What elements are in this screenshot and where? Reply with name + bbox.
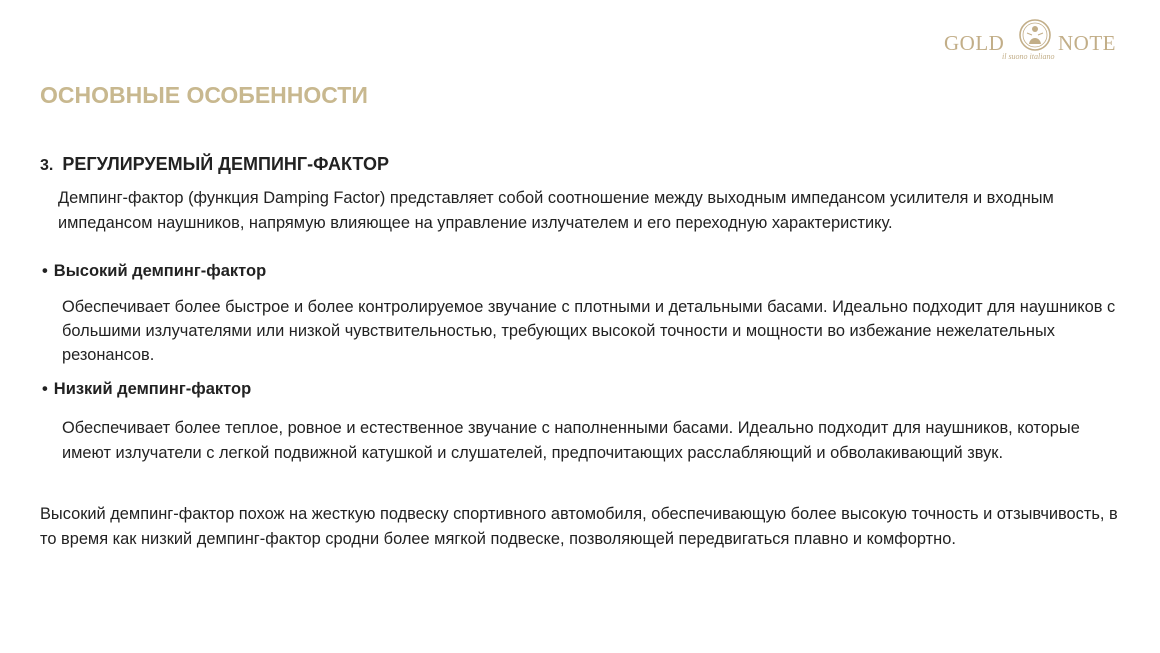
section-intro-text: Демпинг-фактор (функция Damping Factor) представляет собой соотношение между выходным импедансом усилителя и входным импедансом наушников, напрямую влияющее на управление излучателем и его переходную характеристику. <box>58 189 1054 232</box>
bullet-low-damping-title <box>42 380 251 399</box>
bullet-marker: • <box>42 262 48 280</box>
summary-paragraph: Высокий демпинг-фактор похож на жесткую подвеску спортивного автомобиля, обеспечивающую более высокую точность и отзывчивость, в то время как низкий демпинг-фактор сродни более мягкой подвеске, позволяющей передвигаться плавно и комфортно. <box>40 505 1118 548</box>
logo-seal-icon <box>1018 18 1052 52</box>
bullet-high-damping-description: Обеспечивает более быстрое и более контролируемое звучание с плотными и детальными басами. Идеально подходит для наушников с большими излучателями или низкой чувствительностью, требующих высокой точности и мощности во избежание нежелательных резонансов. <box>62 298 1116 364</box>
bullet-title-text: Высокий демпинг-фактор <box>53 262 267 280</box>
section-heading <box>40 154 389 175</box>
bullet-title-text: Низкий демпинг-фактор <box>53 380 252 398</box>
page-title: ОСНОВНЫЕ ОСОБЕННОСТИ <box>40 82 368 108</box>
section-title: РЕГУЛИРУЕМЫЙ ДЕМПИНГ-ФАКТОР <box>62 154 389 174</box>
bullet-high-damping-title <box>42 262 266 281</box>
bullet-marker: • <box>42 380 48 398</box>
logo-word-gold: GOLD <box>944 31 1005 55</box>
logo-tagline: il suono italiano <box>1002 52 1055 61</box>
logo-word-note: NOTE <box>1058 31 1116 55</box>
bullet-low-damping-description: Обеспечивает более теплое, ровное и естественное звучание с наполненными басами. Идеально подходит для наушников, которые имеют излучатели с легкой подвижной катушкой и слушателей, предпочитающих расслабляющий и обволакивающий звук. <box>62 419 1080 462</box>
section-number: 3. <box>40 157 54 174</box>
gold-note-logo <box>940 18 1130 64</box>
